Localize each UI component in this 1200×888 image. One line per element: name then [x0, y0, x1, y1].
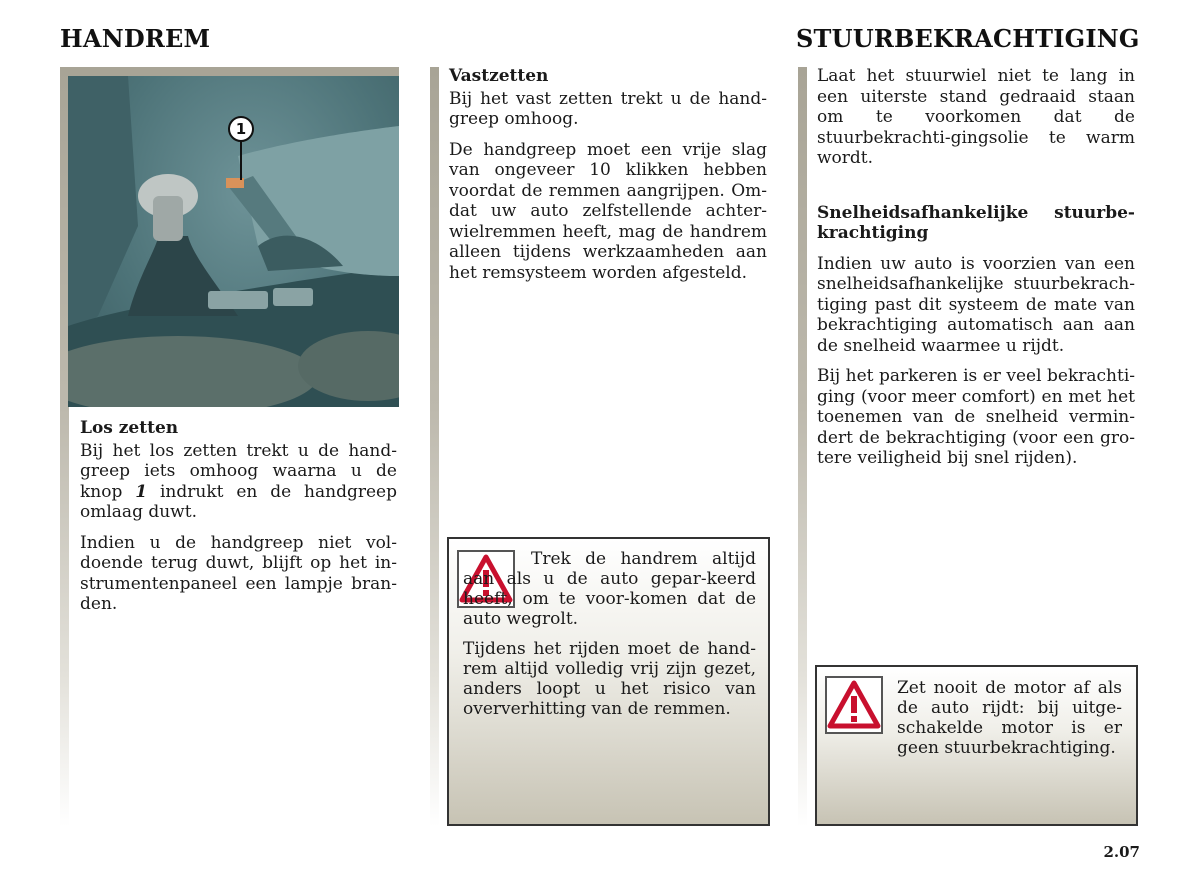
- snelheid-paragraph-1: Indien uw auto is voorzien van een snelheidsafhankelijke stuurbekrach-tiging past dit systeem de mate van bekrachtiging automatisch aan aan de snelheid waarmee u rijdt.: [817, 253, 1135, 356]
- warning-triangle-icon: [825, 676, 883, 734]
- handrem-warning-box: [447, 537, 770, 826]
- left-top-bar: [60, 67, 399, 76]
- knob-number: 1: [135, 481, 148, 502]
- stuurbekrachtiging-intro: Laat het stuurwiel niet te lang in een uiterste stand gedraaid staan om te voorkomen dat de stuurbekrachti-gingsolie te warm wordt.: [817, 66, 1135, 168]
- vastzetten-paragraph-1: Bij het vast zetten trekt u de hand-greep omhoog.: [449, 88, 767, 129]
- vastzetten-section: [449, 66, 767, 293]
- page-number: 2.07: [1103, 843, 1140, 861]
- vastzetten-heading: Vastzetten: [449, 66, 549, 86]
- page-title-stuurbekrachtiging: STUURBEKRACHTIGING: [796, 24, 1140, 53]
- page-title-handrem: HANDREM: [60, 24, 211, 53]
- snelheid-heading: Snelheidsafhankelijke stuurbe-krachtiging: [817, 202, 1135, 243]
- los-zetten-paragraph-1: Bij het los zetten trekt u de hand-greep iets omhoog waarna u de knop 1 indrukt en de handgreep omlaag duwt.: [80, 440, 397, 522]
- handbrake-photo: [68, 76, 399, 407]
- middle-side-bar: [430, 67, 439, 827]
- los-zetten-heading: Los zetten: [80, 418, 179, 438]
- los-zetten-section: [80, 418, 397, 625]
- los-zetten-paragraph-2: Indien u de handgreep niet vol-doende terug duwt, blijft op het in-strumentenpaneel een lampje bran-den.: [80, 532, 397, 614]
- stuurbekrachtiging-warning-box: [815, 665, 1138, 826]
- vastzetten-paragraph-2: De handgreep moet een vrije slag van ongeveer 10 klikken hebben voordat de remmen aangrijpen. Om-dat uw auto zelfstellende achter-wielremmen heeft, mag de handrem alleen tijdens werkzaamheden aan het remsysteem worden afgesteld.: [449, 139, 767, 283]
- stuurbekrachtiging-warning-text: [897, 678, 1122, 768]
- handrem-warning-text: [463, 549, 756, 729]
- stuurbekrachtiging-warning-paragraph-1: Zet nooit de motor af als de auto rijdt: bij uitge-schakelde motor is er geen stuurbekrachtiging.: [897, 678, 1122, 758]
- right-side-bar: [798, 67, 807, 827]
- handrem-warning-paragraph-2: Tijdens het rijden moet de hand-rem altijd volledig vrij zijn gezet, anders loopt u het risico van oververhitting van de remmen.: [463, 639, 756, 719]
- snelheid-paragraph-2: Bij het parkeren is er veel bekrachti-ging (voor meer comfort) en met het toenemen van de snelheid vermin-dert de bekrachtiging (voor een gro-tere veiligheid bij snel rijden).: [817, 366, 1135, 468]
- callout-marker-1: 1: [228, 116, 254, 142]
- handrem-warning-paragraph-1: Trek de handrem altijd aan als u de auto gepar-keerd heeft, om te voor-komen dat de auto wegrolt.: [463, 549, 756, 629]
- stuurbekrachtiging-section: [817, 66, 1135, 479]
